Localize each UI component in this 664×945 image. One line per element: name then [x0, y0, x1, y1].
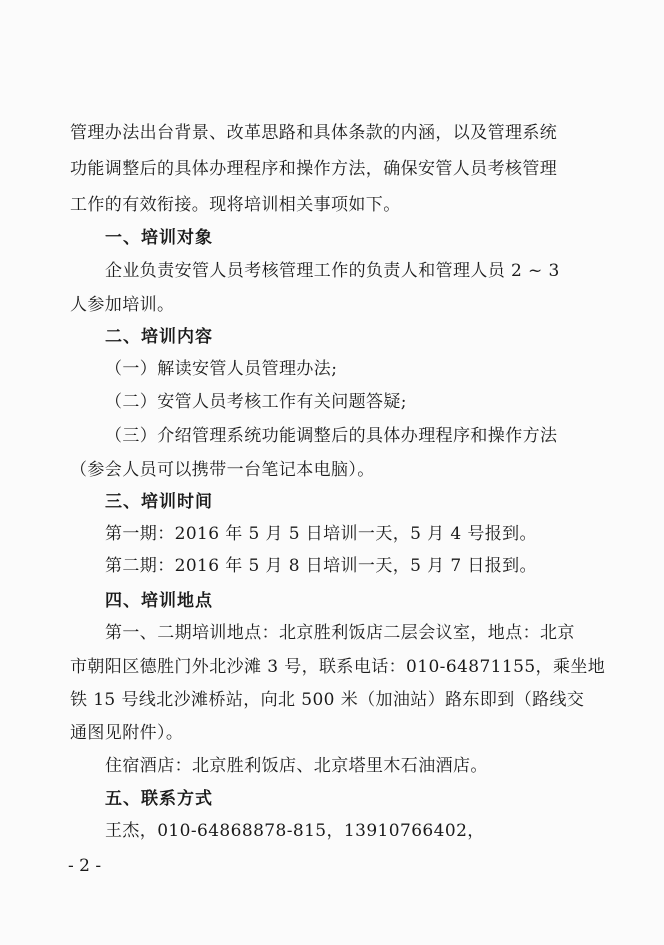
paragraph-line: 通图见附件）。	[70, 723, 184, 743]
section-heading-contact: 五、联系方式	[105, 789, 213, 809]
section-heading-training-target: 一、培训对象	[105, 228, 213, 248]
paragraph-line: 市朝阳区德胜门外北沙滩 3 号，联系电话：010-64871155，乘坐地	[70, 657, 606, 677]
list-item: （三）介绍管理系统功能调整后的具体办理程序和操作方法	[105, 426, 558, 446]
section-heading-training-time: 三、培训时间	[105, 492, 213, 512]
list-item: （一）解读安管人员管理办法;	[105, 359, 338, 379]
paragraph-line: 功能调整后的具体办理程序和操作方法，确保安管人员考核管理	[70, 159, 558, 179]
list-item: （二）安管人员考核工作有关问题答疑;	[105, 392, 407, 412]
section-heading-training-location: 四、培训地点	[105, 591, 213, 611]
paragraph-line: 人参加培训。	[70, 295, 175, 315]
paragraph-line: 铁 15 号线北沙滩桥站，向北 500 米（加油站）路东即到（路线交	[70, 690, 585, 710]
paragraph-line: 王杰，010-64868878-815，13910766402，	[105, 821, 485, 841]
section-heading-training-content: 二、培训内容	[105, 327, 213, 347]
page-number: - 2 -	[68, 856, 102, 876]
paragraph-line: （参会人员可以携带一台笔记本电脑）。	[70, 460, 375, 480]
paragraph-line: 住宿酒店：北京胜利饭店、北京塔里木石油酒店。	[105, 756, 488, 776]
paragraph-line: 工作的有效衔接。现将培训相关事项如下。	[70, 195, 401, 215]
paragraph-line: 企业负责安管人员考核管理工作的负责人和管理人员 2 ~ 3	[105, 261, 560, 281]
paragraph-line: 第一期：2016 年 5 月 5 日培训一天，5 月 4 号报到。	[105, 524, 537, 544]
paragraph-line: 管理办法出台背景、改革思路和具体条款的内涵，以及管理系统	[70, 123, 558, 143]
paragraph-line: 第一、二期培训地点：北京胜利饭店二层会议室，地点：北京	[105, 623, 575, 643]
paragraph-line: 第二期：2016 年 5 月 8 日培训一天，5 月 7 日报到。	[105, 556, 537, 576]
